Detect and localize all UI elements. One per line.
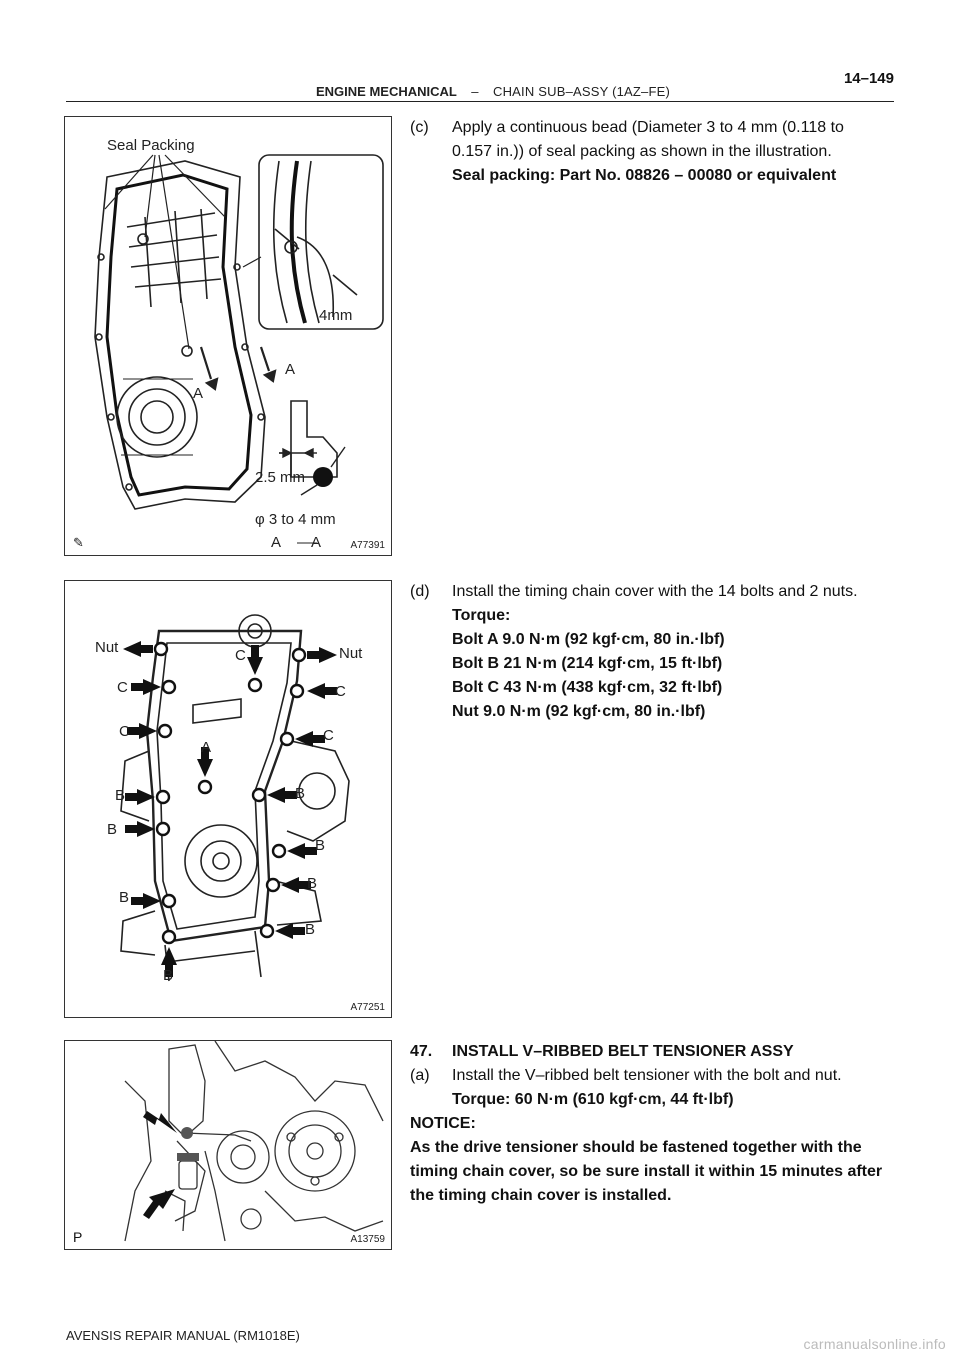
label-c-left-2: C xyxy=(119,723,130,740)
figure-belt-tensioner xyxy=(64,1040,392,1250)
label-c-top: C xyxy=(235,647,246,664)
figure-seal-packing xyxy=(64,116,392,556)
label-section-a-left: A xyxy=(271,534,282,551)
step-d-marker: (d) xyxy=(410,583,430,600)
label-diameter: φ 3 to 4 mm xyxy=(255,511,336,528)
label-nut-right: Nut xyxy=(339,645,363,662)
label-b-left-3: B xyxy=(119,889,130,906)
seal-packing-illustration xyxy=(65,117,391,555)
step-d-bolt-b: Bolt B 21 N·m (214 kgf·cm, 15 ft·lbf) xyxy=(452,655,723,672)
step-c-seal-packing-part: Seal packing: Part No. 08826 – 00080 or equivalent xyxy=(452,167,837,184)
step-d-torque-label: Torque: xyxy=(452,607,511,624)
label-b-right-3: B xyxy=(307,875,318,892)
label-section-a-right: A xyxy=(311,534,322,551)
label-seal-packing: Seal Packing xyxy=(107,137,195,154)
figure1-id: A77391 xyxy=(350,540,385,551)
step-47-marker: 47. xyxy=(410,1043,433,1060)
label-a-right: A xyxy=(285,361,296,378)
header-title xyxy=(316,84,670,99)
page-footer: AVENSIS REPAIR MANUAL (RM1018E) xyxy=(66,1328,300,1343)
notice-label: NOTICE: xyxy=(410,1115,476,1132)
step-47a-marker: (a) xyxy=(410,1067,430,1084)
step-d-bolt-a: Bolt A 9.0 N·m (92 kgf·cm, 80 in.·lbf) xyxy=(452,631,725,648)
label-b-bottom: B xyxy=(163,967,174,984)
notice-text: As the drive tensioner should be fastened together with the timing chain cover, so be sure install it within 15 minutes after the timing chain cover is installed. xyxy=(410,1139,883,1204)
label-b-left-2: B xyxy=(107,821,118,838)
page-header xyxy=(66,70,894,102)
step-47-heading xyxy=(410,1040,896,1064)
header-separator: – xyxy=(471,84,479,99)
label-b-right-4: B xyxy=(305,921,316,938)
header-rule xyxy=(66,101,894,102)
figure-corner-icon: ✎ xyxy=(73,535,84,550)
label-nut-left: Nut xyxy=(95,639,119,656)
label-a: A xyxy=(201,739,212,756)
figure3-id: A13759 xyxy=(350,1234,385,1245)
step-d-nut: Nut 9.0 N·m (92 kgf·cm, 80 in.·lbf) xyxy=(452,703,706,720)
label-c-left-1: C xyxy=(117,679,128,696)
figure3-mark: P xyxy=(73,1229,83,1245)
step-47a-torque: Torque: 60 N·m (610 kgf·cm, 44 ft·lbf) xyxy=(452,1091,734,1108)
header-section: ENGINE MECHANICAL xyxy=(316,84,457,99)
step-47 xyxy=(410,1040,896,1208)
step-c-marker: (c) xyxy=(410,119,429,136)
label-4mm: 4mm xyxy=(319,307,353,324)
page-number: 14–149 xyxy=(843,70,894,87)
figure-bolt-locations xyxy=(64,580,392,1018)
step-47-title: INSTALL V–RIBBED BELT TENSIONER ASSY xyxy=(452,1043,794,1060)
label-a-left: A xyxy=(193,385,204,402)
step-d-line1: Install the timing chain cover with the 14 bolts and 2 nuts. xyxy=(452,583,858,600)
label-b-right-2: B xyxy=(315,837,326,854)
step-d-bolt-c: Bolt C 43 N·m (438 kgf·cm, 32 ft·lbf) xyxy=(452,679,723,696)
label-2-5mm: 2.5 mm xyxy=(255,469,306,486)
header-subsection: CHAIN SUB–ASSY (1AZ–FE) xyxy=(492,84,671,99)
step-47a-line1: Install the V–ribbed belt tensioner with the bolt and nut. xyxy=(452,1067,842,1084)
figure2-id: A77251 xyxy=(350,1002,385,1013)
step-c xyxy=(410,116,896,188)
belt-tensioner-illustration xyxy=(65,1041,391,1249)
label-b-right-1: B xyxy=(295,785,306,802)
label-c-right-2: C xyxy=(323,727,334,744)
step-c-line2: 0.157 in.)) of seal packing as shown in the illustration. xyxy=(452,143,832,160)
step-d xyxy=(410,580,896,724)
label-b-left-1: B xyxy=(115,787,126,804)
watermark: carmanualsonline.info xyxy=(803,1336,946,1352)
step-c-line1: Apply a continuous bead (Diameter 3 to 4 mm (0.118 to xyxy=(452,119,844,136)
label-c-right-1: C xyxy=(335,683,346,700)
